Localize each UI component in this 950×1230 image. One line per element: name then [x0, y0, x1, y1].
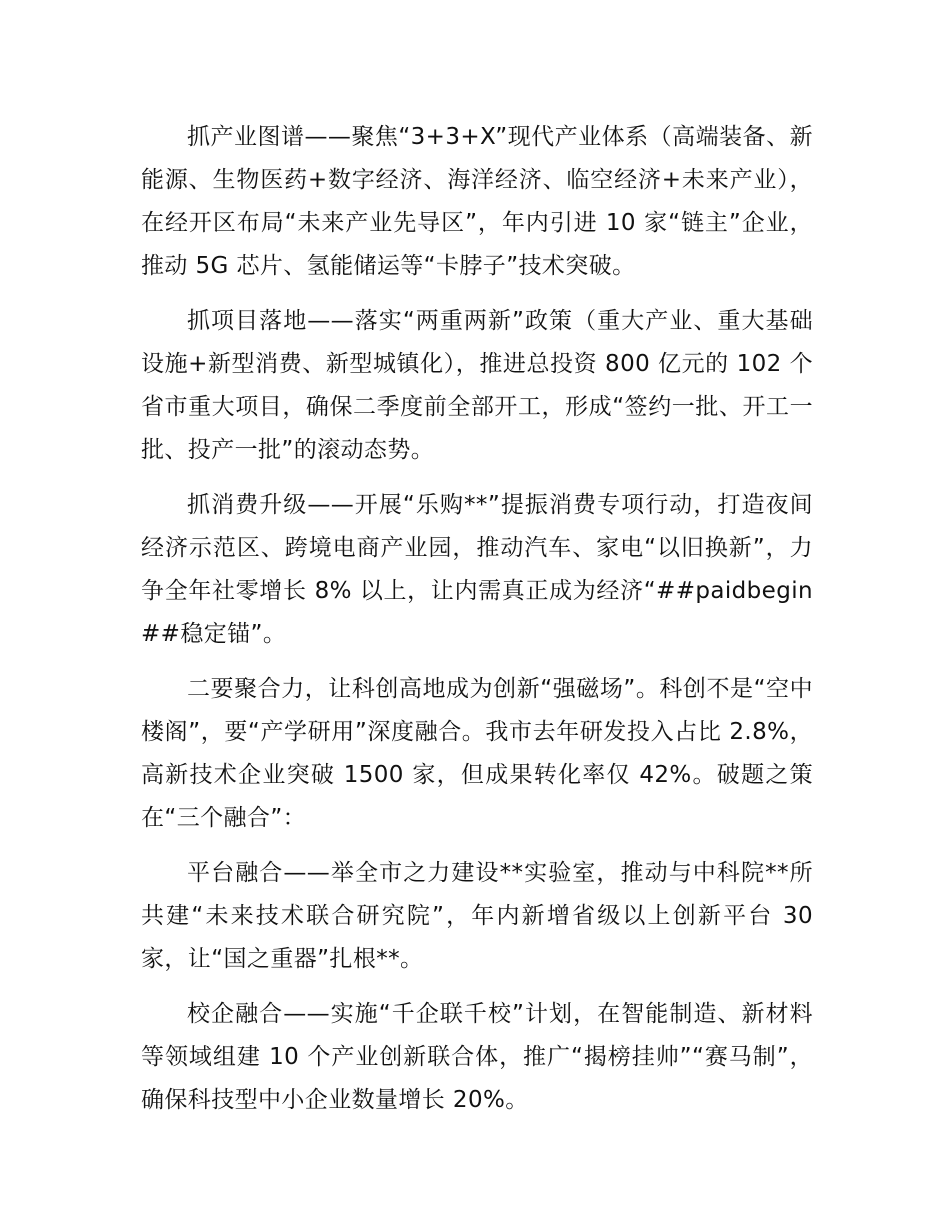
- paragraph-school-enterprise-integration: 校企融合——实施“千企联千校”计划，在智能制造、新材料等领域组建 10 个产业创新联合体，推广“揭榜挂帅”“赛马制”，确保科技型中小企业数量增长 20%。: [141, 1001, 813, 1113]
- paragraph-industry-map: 抓产业图谱——聚焦“3+3+X”现代产业体系（高端装备、新能源、生物医药+数字经济、海洋经济、临空经济+未来产业），在经开区布局“未来产业先导区”，年内引进 10 家“链主”企业，推动 5G 芯片、氢能储运等“卡脖子”技术突破。: [141, 124, 813, 279]
- paragraph-consumption-upgrade: 抓消费升级——开展“乐购**”提振消费专项行动，打造夜间经济示范区、跨境电商产业园，推动汽车、家电“以旧换新”，力争全年社零增长 8% 以上，让内需真正成为经济“##paidbegin##稳定锚”。: [141, 492, 813, 647]
- paragraph-platform-integration: 平台融合——举全市之力建设**实验室，推动与中科院**所共建“未来技术联合研究院”，年内新增省级以上创新平台 30 家，让“国之重器”扎根**。: [141, 860, 813, 972]
- document-body: [141, 116, 813, 1134]
- paragraph-project-landing: 抓项目落地——落实“两重两新”政策（重大产业、重大基础设施+新型消费、新型城镇化），推进总投资 800 亿元的 102 个省市重大项目，确保二季度前全部开工，形成“签约一批、开工一批、投产一批”的滚动态势。: [141, 308, 813, 463]
- paragraph-innovation-synergy: 二要聚合力，让科创高地成为创新“强磁场”。科创不是“空中楼阁”，要“产学研用”深度融合。我市去年研发投入占比 2.8%，高新技术企业突破 1500 家，但成果转化率仅 42%。破题之策在“三个融合”：: [141, 676, 813, 831]
